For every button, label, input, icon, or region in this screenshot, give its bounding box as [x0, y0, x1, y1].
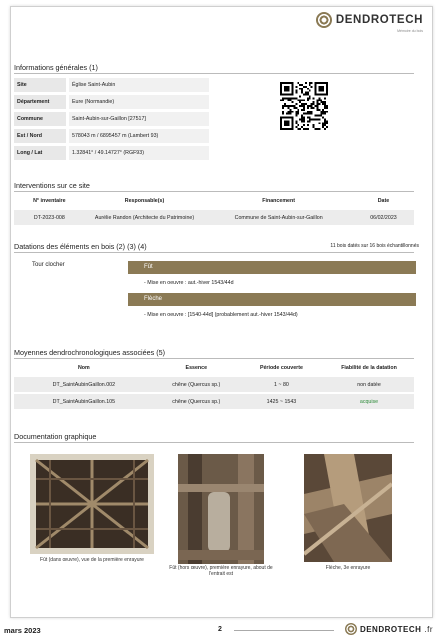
- info-label: Est / Nord: [14, 129, 66, 143]
- info-row: [14, 129, 209, 143]
- cell-inventory: DT-2023-008: [14, 209, 85, 225]
- cell-reliability: non datée: [324, 376, 414, 393]
- photo-fut-interior: [30, 454, 154, 554]
- footer-domain: .fr: [424, 624, 433, 634]
- footer-date: mars 2023: [4, 626, 41, 635]
- info-label: Département: [14, 95, 66, 109]
- brand-logo: [316, 12, 423, 33]
- cell-reliability: acquise: [324, 393, 414, 409]
- info-row: [14, 112, 209, 126]
- info-value: Eure (Normandie): [69, 95, 209, 109]
- cell-species: chêne (Quercus sp.): [154, 393, 239, 409]
- photo-fut-exterior: [178, 454, 264, 564]
- col-header: Responsable(s): [124, 198, 165, 204]
- info-value: Saint-Aubin-sur-Gaillon [27517]: [69, 112, 209, 126]
- brand-tagline: Mémoire du bois: [397, 29, 423, 33]
- info-value: 578043 m / 6895457 m (Lambert 93): [69, 129, 209, 143]
- section-title-general: Informations générales (1): [14, 63, 98, 72]
- photo-fleche: [304, 454, 392, 562]
- section-title-documentation: Documentation graphique: [14, 432, 97, 441]
- col-header: Nom: [77, 365, 90, 371]
- footer-divider: [234, 630, 334, 631]
- photo-caption: Fût (dans œuvre), vue de la première enrayure: [40, 557, 144, 563]
- section-title-moyennes: Moyennes dendrochronologiques associées (5): [14, 348, 166, 357]
- element-detail-fleche: - Mise en oeuvre : [1540-44d] (probablement aut.-hiver 1543/44d): [144, 312, 298, 318]
- photo-caption: Fût (hors œuvre), première enrayure, about de l'entrait est: [169, 565, 273, 577]
- element-bar-fut: Fût: [128, 261, 416, 274]
- info-label: Commune: [14, 112, 66, 126]
- col-header: N° inventaire: [33, 198, 66, 204]
- element-detail-fut: - Mise en oeuvre : aut.-hiver 1543/44d: [144, 280, 234, 286]
- cell-name: DT_SaintAubinGaillon.002: [14, 376, 154, 393]
- cell-name: DT_SaintAubinGaillon.105: [14, 393, 154, 409]
- photo-caption: Flèche, 3e enrayure: [325, 565, 371, 571]
- col-header: Fiabilité de la datation: [341, 365, 397, 371]
- dating-summary: 11 bois datés sur 16 bois échantillonnés: [330, 243, 419, 249]
- footer-brand: DENDROTECH: [359, 624, 422, 634]
- info-value: 1.32841° / 49.14727° (RGF93): [69, 146, 209, 160]
- table-row: [14, 393, 414, 409]
- info-value: Église Saint-Aubin: [69, 78, 209, 92]
- cell-funding: Commune de Saint-Aubin-sur-Gaillon: [204, 209, 353, 225]
- group-label: Tour clocher: [32, 262, 65, 268]
- footer-logo: [345, 623, 433, 635]
- info-row: [14, 78, 209, 92]
- table-row: [14, 376, 414, 393]
- cell-period: 1 ~ 80: [239, 376, 324, 393]
- tree-ring-icon: [345, 623, 357, 635]
- cell-period: 1425 ~ 1543: [239, 393, 324, 409]
- section-title-interventions: Interventions sur ce site: [14, 181, 90, 190]
- interventions-table: [14, 194, 414, 225]
- col-header: Financement: [262, 198, 295, 204]
- section-title-datations: Datations des éléments en bois (2) (3) (4): [14, 242, 147, 251]
- info-label: Long / Lat: [14, 146, 66, 160]
- col-header: Période couverte: [259, 365, 303, 371]
- info-label: Site: [14, 78, 66, 92]
- tree-ring-icon: [316, 12, 332, 28]
- col-header: Date: [377, 198, 390, 204]
- page-number: 2: [218, 626, 222, 633]
- divider: [14, 442, 414, 443]
- info-row: [14, 95, 209, 109]
- element-bar-fleche: Flèche: [128, 293, 416, 306]
- divider: [14, 191, 414, 192]
- divider: [14, 358, 414, 359]
- divider: [14, 73, 414, 74]
- info-row: [14, 146, 209, 160]
- brand-name: DENDROTECH: [335, 14, 423, 26]
- divider: [14, 252, 414, 253]
- cell-species: chêne (Quercus sp.): [154, 376, 239, 393]
- table-row: [14, 209, 414, 225]
- col-header: Essence: [185, 365, 208, 371]
- moyennes-table: [14, 361, 414, 409]
- qr-code[interactable]: [280, 82, 328, 130]
- cell-responsible: Aurélie Randon (Architecte du Patrimoine): [85, 209, 205, 225]
- cell-date: 06/02/2023: [353, 209, 414, 225]
